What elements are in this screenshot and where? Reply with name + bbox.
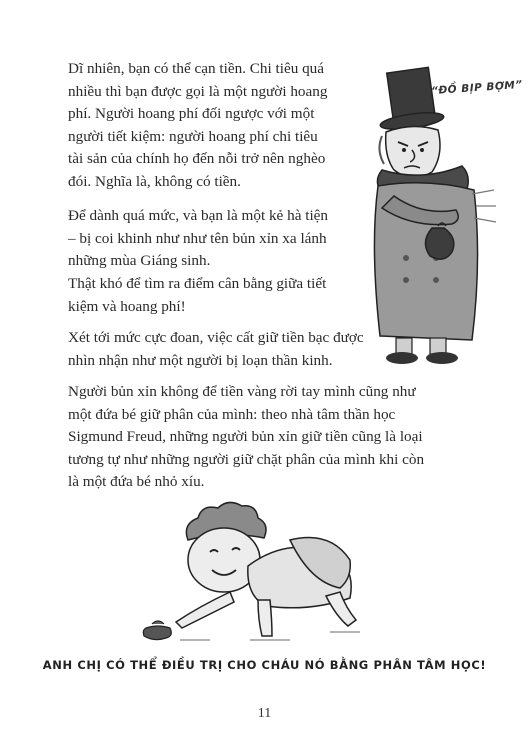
paragraph-2 <box>68 205 328 273</box>
paragraph-line: kiệm và hoang phí! <box>68 297 186 315</box>
paragraph-line: Để dành quá mức, và bạn là một kẻ hà tiện <box>68 207 329 224</box>
paragraph-line: Thật khó để tìm ra điểm cân bằng giữa tiết <box>68 275 327 292</box>
paragraph-5 <box>68 381 424 494</box>
crawling-baby-illustration <box>140 500 390 650</box>
poo-icon <box>143 621 171 640</box>
paragraph-1 <box>68 58 327 193</box>
speech-bubble-text: “ĐỒ BỊP BỢM” <box>430 78 523 98</box>
paragraph-line: người tiết kiệm: người hoang phí chi tiêu <box>68 127 318 145</box>
page-number: 11 <box>257 706 272 721</box>
paragraph-line: Dĩ nhiên, bạn có thể cạn tiền. Chi tiêu quá <box>68 60 325 77</box>
paragraph-line: phí. Người hoang phí đối ngược với một <box>68 105 315 122</box>
paragraph-line: Xét tới mức cực đoan, việc cất giữ tiền bạc được <box>68 329 364 346</box>
paragraph-4 <box>68 327 364 372</box>
paragraph-line: một đứa bé giữ phân của mình: theo nhà tâm thần học <box>68 405 396 423</box>
paragraph-line: đói. Nghĩa là, không có tiền. <box>68 172 241 190</box>
paragraph-line: tài sản của chính họ đến nỗi trở nên nghèo <box>68 150 326 167</box>
paragraph-3 <box>68 273 326 318</box>
paragraph-line: – bị coi khinh như như tên bủn xỉn xa lánh <box>68 229 327 247</box>
paragraph-line: tương tự như những người giữ chặt phân của mình khi còn <box>68 450 425 468</box>
miser-illustration <box>360 58 525 368</box>
paragraph-line: Sigmund Freud, những người bủn xỉn giữ tiền cũng là loại <box>68 428 423 445</box>
paragraph-line: những mùa Giáng sinh. <box>68 252 211 269</box>
paragraph-line: Người bủn xỉn không để tiền vàng rời tay mình cũng như <box>68 383 416 400</box>
paragraph-line: nhiều thì bạn được gọi là một người hoang <box>68 82 328 100</box>
illustration-caption: ANH CHỊ CÓ THỂ ĐIỀU TRỊ CHO CHÁU NÓ BẰNG PHÂN TÂM HỌC! <box>42 658 487 672</box>
paragraph-line: là một đứa bé nhỏ xíu. <box>68 473 205 490</box>
paragraph-line: nhìn nhận như một người bị loạn thần kinh. <box>68 351 333 369</box>
top-hat-icon <box>379 67 444 132</box>
